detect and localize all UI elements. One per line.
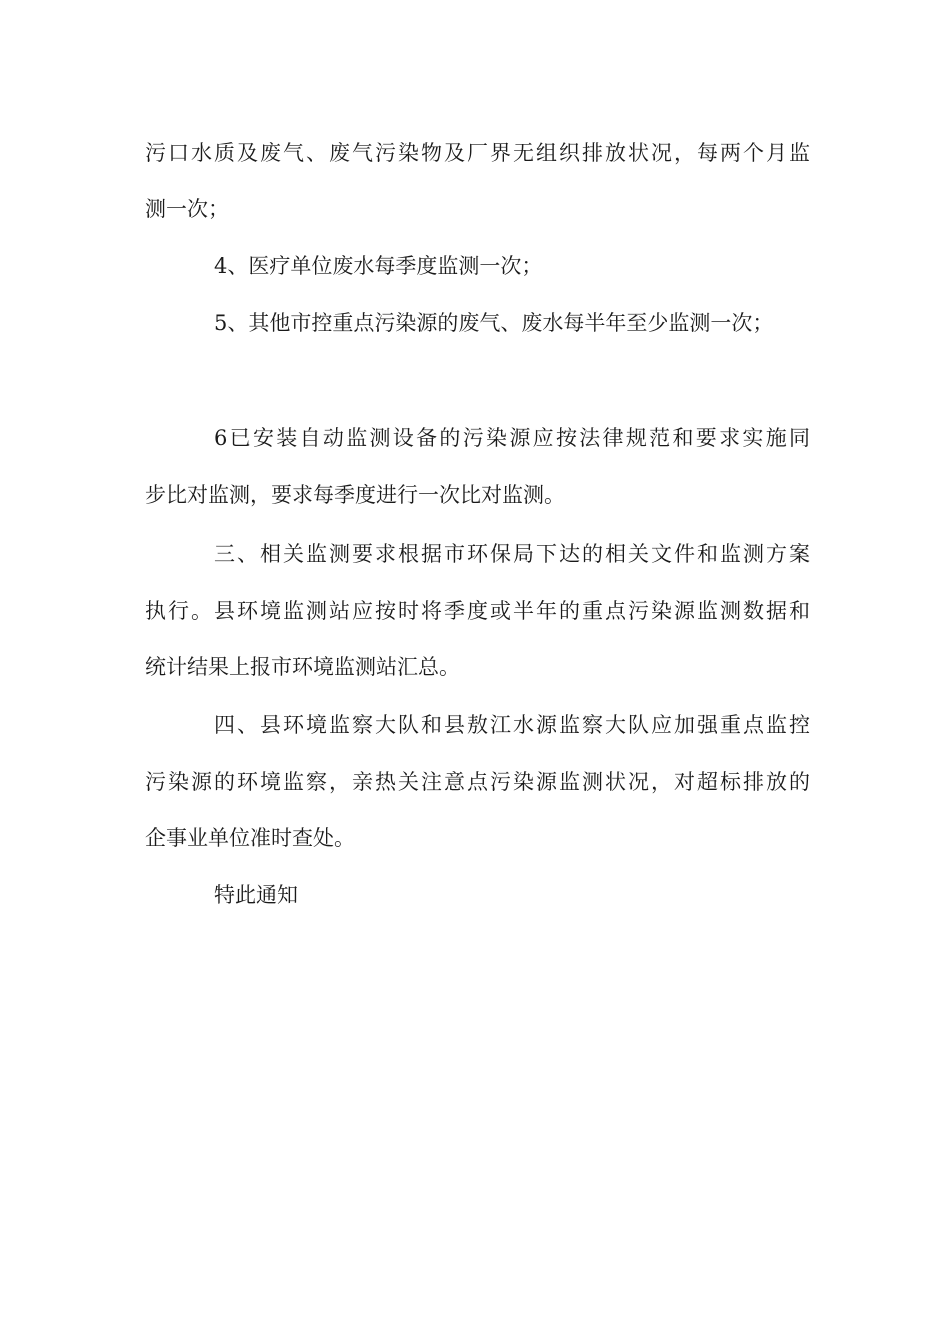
paragraph-line: 6已安装自动监测设备的污染源应按法律规范和要求实施同	[214, 426, 810, 450]
paragraph-line: 测一次；	[145, 197, 229, 221]
paragraph-line: 4、医疗单位废水每季度监测一次；	[214, 254, 543, 278]
paragraph-line: 污染源的环境监察，亲热关注意点污染源监测状况，对超标排放的	[145, 770, 810, 794]
paragraph-line: 企事业单位准时查处。	[145, 826, 355, 850]
paragraph-line: 四、县环境监察大队和县敖江水源监察大队应加强重点监控	[214, 713, 810, 737]
paragraph-line: 执行。县环境监测站应按时将季度或半年的重点污染源监测数据和	[145, 599, 810, 623]
paragraph-line: 5、其他市控重点污染源的废气、废水每半年至少监测一次；	[214, 311, 774, 335]
paragraph-line: 污口水质及废气、废气污染物及厂界无组织排放状况，每两个月监	[145, 141, 810, 165]
paragraph-line: 统计结果上报市环境监测站汇总。	[145, 655, 460, 679]
paragraph-line: 步比对监测，要求每季度进行一次比对监测。	[145, 483, 565, 507]
paragraph-line: 三、相关监测要求根据市环保局下达的相关文件和监测方案	[214, 542, 810, 566]
closing-line: 特此通知	[214, 883, 298, 907]
